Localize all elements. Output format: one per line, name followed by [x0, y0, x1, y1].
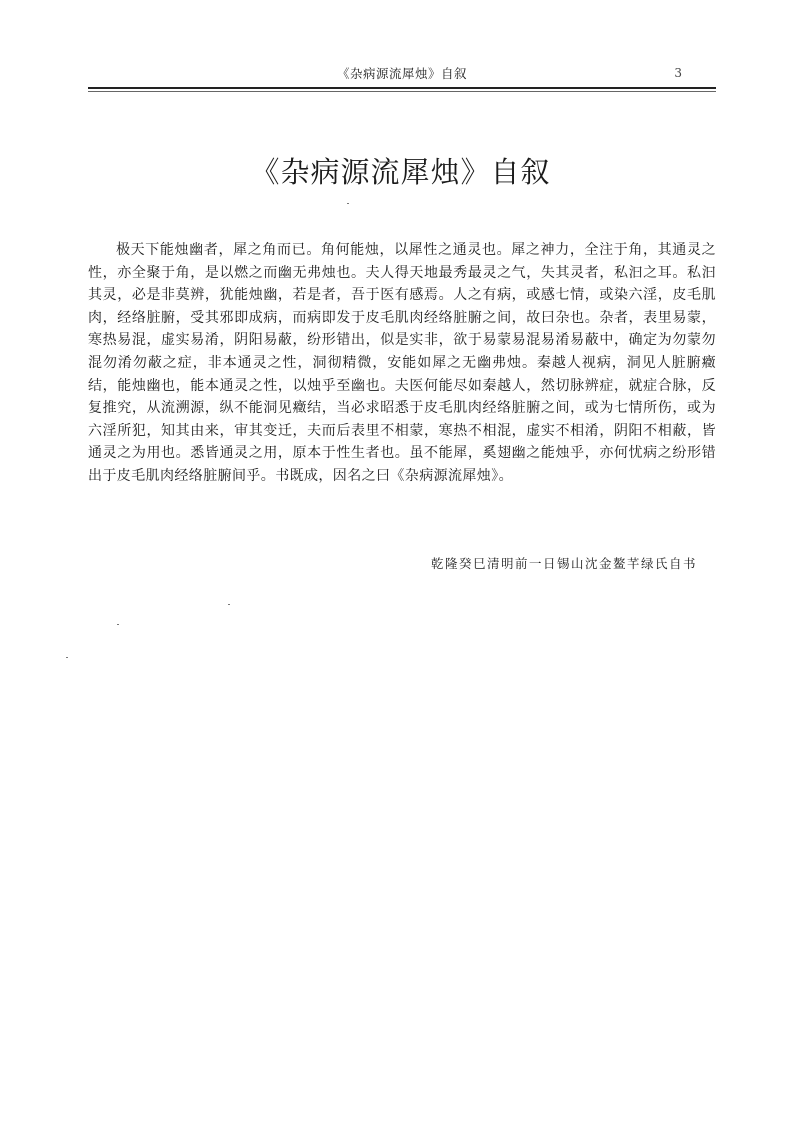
body-paragraph: 极天下能烛幽者，犀之角而已。角何能烛，以犀性之通灵也。犀之神力，全注于角，其通灵之性，亦全聚于角，是以燃之而幽无弗烛也。夫人得天地最秀最灵之气，失其灵者，私汩之耳。私汩其灵，必是非莫辨，犹能烛幽，若是者，吾于医有感焉。人之有病，或感七情，或染六淫，皮毛肌肉，经络脏腑，受其邪即成病，而病即发于皮毛肌肉经络脏腑之间，故曰杂也。杂者，表里易蒙，寒热易混，虚实易淆，阴阳易蔽，纷形错出，似是实非，欲于易蒙易混易淆易蔽中，确定为勿蒙勿混勿淆勿蔽之症，非本通灵之性，洞彻精微，安能如犀之无幽弗烛。秦越人视病，洞见人脏腑癥结，能烛幽也，能本通灵之性，以烛乎至幽也。夫医何能尽如秦越人，然切脉辨症，就症合脉，反复推究，从流溯源，纵不能洞见癥结，当必求昭悉于皮毛肌肉经络脏腑之间，或为七情所伤，或为六淫所犯，知其由来，审其变迁，夫而后表里不相蒙，寒热不相混，虚实不相淆，阴阳不相蔽，皆通灵之为用也。悉皆通灵之用，原本于性生者也。虽不能犀，奚翅幽之能烛乎，亦何忧病之纷形错出于皮毛肌肉经络脏腑间乎。书既成，因名之曰《杂病源流犀烛》。	[88, 242, 716, 484]
scan-speck	[66, 657, 68, 658]
scan-speck	[347, 203, 349, 204]
scan-speck	[117, 624, 119, 625]
header-rule-thin	[88, 91, 716, 92]
header-rule-thick	[88, 87, 716, 89]
running-head-title: 《杂病源流犀烛》自叙	[336, 66, 467, 81]
page-title: 《杂病源流犀烛》自叙	[250, 155, 551, 189]
author-signature-line: 乾隆癸巳清明前一日锡山沈金鳌芊绿氏自书	[430, 556, 697, 571]
running-head	[88, 64, 716, 86]
page-number: 3	[674, 66, 682, 80]
scan-speck	[228, 604, 230, 605]
